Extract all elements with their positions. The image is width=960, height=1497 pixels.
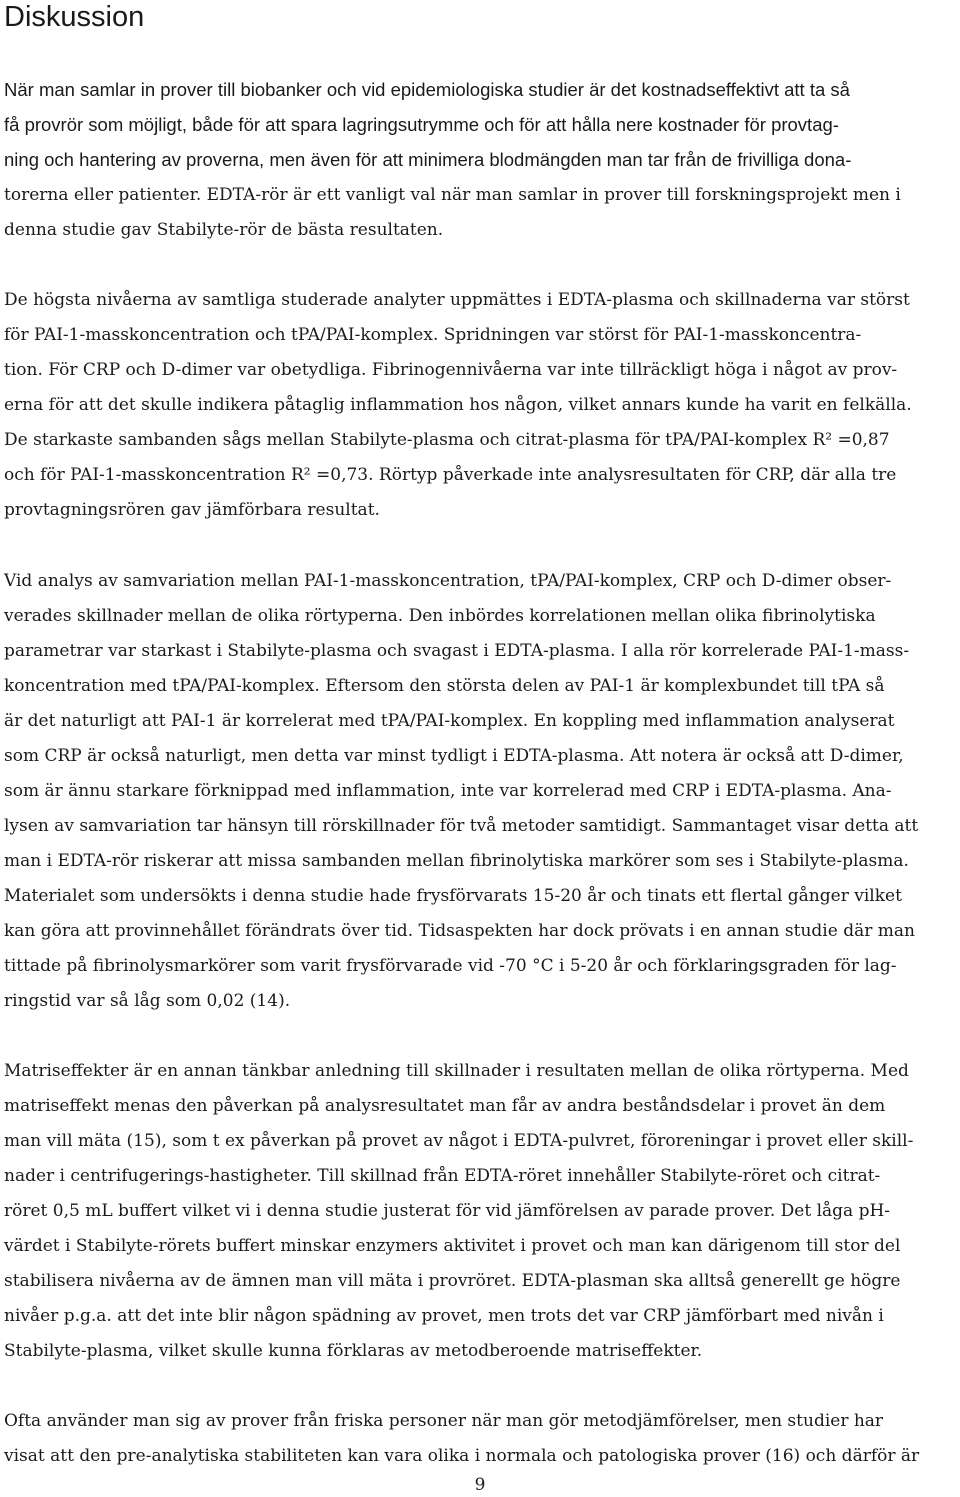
paragraph-line: få provrör som möjligt, både för att spara lagringsutrymme och för att hålla nere kostnader för provtag- <box>4 114 839 135</box>
paragraph-line: parametrar var starkast i Stabilyte-plasma och svagast i EDTA-plasma. I alla rör korrelerade PAI-1-mass- <box>4 641 910 661</box>
paragraph-line: värdet i Stabilyte-rörets buffert minskar enzymers aktivitet i provet och man kan därigenom till stor del <box>4 1236 901 1256</box>
paragraph-line: koncentration med tPA/PAI-komplex. Eftersom den största delen av PAI-1 är komplexbundet till tPA så <box>4 676 885 696</box>
section-heading: Diskussion <box>4 1 145 33</box>
paragraph-line: Stabilyte-plasma, vilket skulle kunna förklaras av metodberoende matriseffekter. <box>4 1341 703 1361</box>
paragraph-line: lysen av samvariation tar hänsyn till rörskillnader för två metoder samtidigt. Sammantaget visar detta att <box>4 816 919 836</box>
paragraph-line: ringstid var så låg som 0,02 (14). <box>4 991 291 1011</box>
paragraph-line: denna studie gav Stabilyte-rör de bästa resultaten. <box>4 220 444 240</box>
paragraph-line: röret 0,5 mL buffert vilket vi i denna studie justerat för vid jämförelsen av parade prover. Det låga pH- <box>4 1201 891 1221</box>
paragraph-line: tittade på fibrinolysmarkörer som varit frysförvarade vid -70 °C i 5-20 år och förklaringsgraden för lag- <box>4 956 897 976</box>
paragraph-line: stabilisera nivåerna av de ämnen man vill mäta i provröret. EDTA-plasman ska alltså generellt ge högre <box>4 1271 901 1291</box>
paragraph-line: Materialet som undersökts i denna studie hade frysförvarats 15-20 år och tinats ett flertal gånger vilket <box>4 886 902 906</box>
paragraph-line: som CRP är också naturligt, men detta var minst tydligt i EDTA-plasma. Att notera är också att D-dimer, <box>4 746 904 766</box>
paragraph-line: De starkaste sambanden sågs mellan Stabilyte-plasma och citrat-plasma för tPA/PAI-komplex R² =0,87 <box>4 430 890 450</box>
paragraph-line: kan göra att provinnehållet förändrats över tid. Tidsaspekten har dock prövats i en annan studie där man <box>4 921 915 941</box>
paragraph-line: ning och hantering av proverna, men även för att minimera blodmängden man tar från de frivilliga dona- <box>4 149 852 170</box>
paragraph-line: De högsta nivåerna av samtliga studerade analyter uppmättes i EDTA-plasma och skillnaderna var störst <box>4 290 910 310</box>
paragraph-line: provtagningsrören gav jämförbara resultat. <box>4 500 380 520</box>
paragraph-line: är det naturligt att PAI-1 är korrelerat med tPA/PAI-komplex. En koppling med inflammation analyserat <box>4 711 895 731</box>
paragraph-line: Matriseffekter är en annan tänkbar anledning till skillnader i resultaten mellan de olika rörtyperna. Med <box>4 1061 909 1081</box>
paragraph-line: torerna eller patienter. EDTA-rör är ett vanligt val när man samlar in prover till forskningsprojekt men i <box>4 185 901 205</box>
paragraph-line: visat att den pre-analytiska stabiliteten kan vara olika i normala och patologiska prover (16) och därför är <box>4 1446 920 1466</box>
paragraph-line: nivåer p.g.a. att det inte blir någon spädning av provet, men trots det var CRP jämförbart med nivån i <box>4 1306 884 1326</box>
paragraph-line: och för PAI-1-masskoncentration R² =0,73. Rörtyp påverkade inte analysresultaten för CRP, där alla tre <box>4 465 897 485</box>
paragraph-line: matriseffekt menas den påverkan på analysresultatet man får av andra beståndsdelar i provet än dem <box>4 1096 886 1116</box>
paragraph-line: erna för att det skulle indikera påtaglig inflammation hos någon, vilket annars kunde ha varit en felkälla. <box>4 395 912 415</box>
paragraph-line: Vid analys av samvariation mellan PAI-1-masskoncentration, tPA/PAI-komplex, CRP och D-dimer obser- <box>4 571 892 591</box>
paragraph-line: verades skillnader mellan de olika rörtyperna. Den inbördes korrelationen mellan olika fibrinolytiska <box>4 606 876 626</box>
paragraph-line: som är ännu starkare förknippad med inflammation, inte var korrelerad med CRP i EDTA-plasma. Ana- <box>4 781 892 801</box>
paragraph-line: för PAI-1-masskoncentration och tPA/PAI-komplex. Spridningen var störst för PAI-1-masskoncentra- <box>4 325 862 345</box>
page-number: 9 <box>474 1475 486 1495</box>
paragraph-line: tion. För CRP och D-dimer var obetydliga. Fibrinogennivåerna var inte tillräckligt höga i något av prov- <box>4 360 898 380</box>
paragraph-line: nader i centrifugerings-hastigheter. Till skillnad från EDTA-röret innehåller Stabilyte-röret och citrat- <box>4 1166 881 1186</box>
paragraph-line: man i EDTA-rör riskerar att missa sambanden mellan fibrinolytiska markörer som ses i Stabilyte-plasma. <box>4 851 909 871</box>
paragraph-line: man vill mäta (15), som t ex påverkan på provet av något i EDTA-pulvret, föroreningar i provet eller skill- <box>4 1131 914 1151</box>
paragraph-line: Ofta använder man sig av prover från friska personer när man gör metodjämförelser, men studier har <box>4 1411 884 1431</box>
paragraph-line: När man samlar in prover till biobanker och vid epidemiologiska studier är det kostnadseffektivt att ta så <box>4 79 850 100</box>
